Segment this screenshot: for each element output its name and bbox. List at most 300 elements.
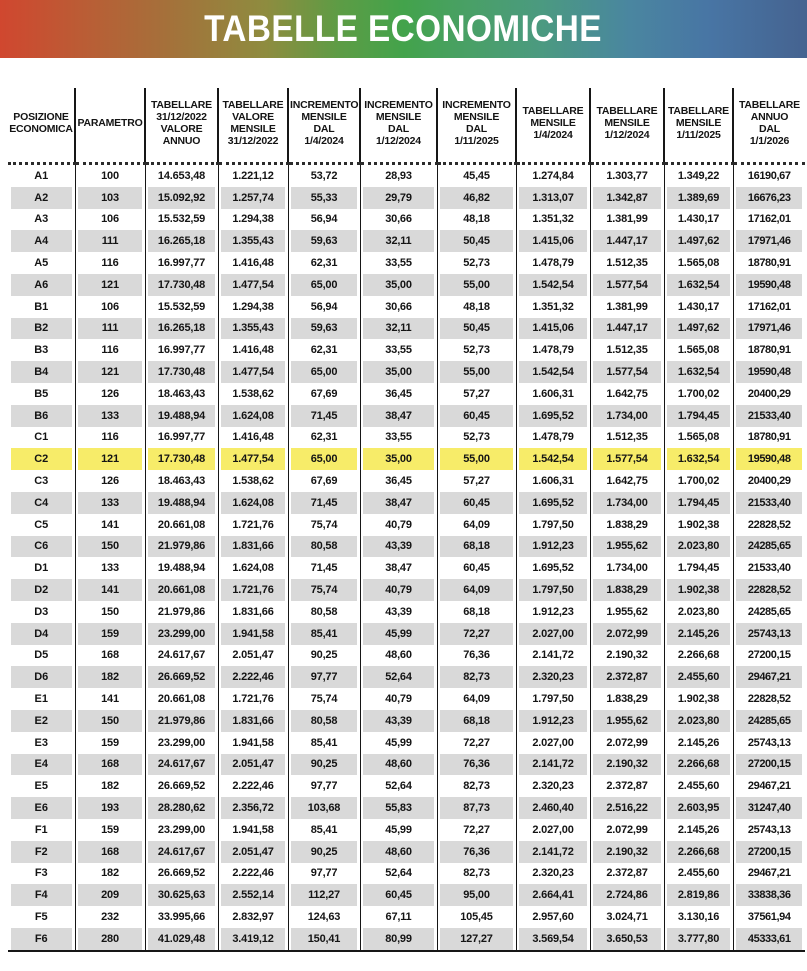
cell-E2-col4: 1.831,66 (218, 710, 288, 732)
cell-A1-col5: 53,72 (288, 164, 360, 187)
cell-B1-col2: 106 (75, 296, 145, 318)
table-row-B6 (8, 405, 805, 427)
cell-B6-col10: 1.794,45 (664, 405, 733, 427)
cell-A1-col2: 100 (75, 164, 145, 187)
cell-C5-col8: 1.797,50 (516, 514, 590, 536)
cell-F6-col6: 80,99 (360, 928, 437, 951)
cell-A2-col3: 15.092,92 (145, 187, 218, 209)
cell-D6-col10: 2.455,60 (664, 666, 733, 688)
cell-C2-col9: 1.577,54 (590, 448, 664, 470)
cell-A5-col4: 1.416,48 (218, 252, 288, 274)
cell-posizione-D6: D6 (8, 666, 75, 688)
cell-posizione-F4: F4 (8, 884, 75, 906)
cell-B5-col6: 36,45 (360, 383, 437, 405)
cell-posizione-B6: B6 (8, 405, 75, 427)
cell-E5-col11: 29467,21 (733, 775, 805, 797)
cell-B3-col6: 33,55 (360, 339, 437, 361)
table-row-C3 (8, 470, 805, 492)
cell-A4-col3: 16.265,18 (145, 230, 218, 252)
table-header (8, 88, 805, 164)
cell-C3-col6: 36,45 (360, 470, 437, 492)
cell-B1-col5: 56,94 (288, 296, 360, 318)
cell-F6-col10: 3.777,80 (664, 928, 733, 951)
cell-posizione-E6: E6 (8, 797, 75, 819)
table-row-F2 (8, 841, 805, 863)
cell-D6-col2: 182 (75, 666, 145, 688)
table-row-D4 (8, 623, 805, 645)
cell-E3-col11: 25743,13 (733, 732, 805, 754)
cell-F6-col5: 150,41 (288, 928, 360, 951)
cell-D5-col10: 2.266,68 (664, 645, 733, 667)
cell-D2-col5: 75,74 (288, 579, 360, 601)
cell-F2-col7: 76,36 (437, 841, 516, 863)
cell-F3-col10: 2.455,60 (664, 863, 733, 885)
cell-F2-col2: 168 (75, 841, 145, 863)
cell-A3-col8: 1.351,32 (516, 209, 590, 231)
cell-F1-col9: 2.072,99 (590, 819, 664, 841)
cell-F3-col9: 2.372,87 (590, 863, 664, 885)
cell-posizione-C5: C5 (34, 518, 49, 531)
cell-B5-col8: 1.606,31 (516, 383, 590, 405)
cell-A1-col8: 1.274,84 (516, 164, 590, 187)
cell-D6-col7: 82,73 (437, 666, 516, 688)
table-row-highlighted-C2 (8, 448, 805, 470)
cell-posizione-A5: A5 (34, 257, 49, 270)
cell-B3-col5: 62,31 (288, 339, 360, 361)
cell-C5-col2: 141 (75, 514, 145, 536)
column-header-tabellare-10: TABELLARE ANNUO DAL 1/1/2026 (733, 88, 805, 164)
cell-C6-col10: 2.023,80 (664, 536, 733, 558)
cell-B4-col7: 55,00 (437, 361, 516, 383)
cell-E2-col10: 2.023,80 (664, 710, 733, 732)
cell-E1-col10: 1.902,38 (664, 688, 733, 710)
table-row-C5 (8, 514, 805, 536)
cell-posizione-F2: F2 (8, 841, 75, 863)
table-row-F4 (8, 884, 805, 906)
cell-posizione-C6: C6 (8, 536, 75, 558)
cell-C6-col4: 1.831,66 (218, 536, 288, 558)
cell-E6-col9: 2.516,22 (590, 797, 664, 819)
cell-C4-col8: 1.695,52 (516, 492, 590, 514)
cell-posizione-F1: F1 (34, 823, 48, 836)
column-header-tabellare-7: TABELLARE MENSILE 1/4/2024 (516, 88, 590, 164)
cell-B6-col4: 1.624,08 (218, 405, 288, 427)
cell-F4-col8: 2.664,41 (516, 884, 590, 906)
cell-C4-col5: 71,45 (288, 492, 360, 514)
cell-D1-col7: 60,45 (437, 557, 516, 579)
cell-E6-col10: 2.603,95 (664, 797, 733, 819)
cell-C5-col3: 20.661,08 (145, 514, 218, 536)
cell-F4-col10: 2.819,86 (664, 884, 733, 906)
cell-A6-col7: 55,00 (437, 274, 516, 296)
cell-E4-col8: 2.141,72 (516, 754, 590, 776)
cell-C4-col10: 1.794,45 (664, 492, 733, 514)
table-row-D5 (8, 645, 805, 667)
cell-C4-col11: 21533,40 (733, 492, 805, 514)
cell-E5-col4: 2.222,46 (218, 775, 288, 797)
cell-F1-col6: 45,99 (360, 819, 437, 841)
cell-B6-col2: 133 (75, 405, 145, 427)
cell-B3-col9: 1.512,35 (590, 339, 664, 361)
cell-A1-col3: 14.653,48 (145, 164, 218, 187)
cell-F4-col7: 95,00 (437, 884, 516, 906)
cell-D2-col6: 40,79 (360, 579, 437, 601)
cell-C3-col7: 57,27 (437, 470, 516, 492)
cell-A2-col9: 1.342,87 (590, 187, 664, 209)
cell-F3-col11: 29467,21 (733, 863, 805, 885)
cell-D1-col6: 38,47 (360, 557, 437, 579)
cell-E1-col5: 75,74 (288, 688, 360, 710)
cell-posizione-D4: D4 (8, 623, 75, 645)
cell-A5-col6: 33,55 (360, 252, 437, 274)
cell-C2-col2: 121 (75, 448, 145, 470)
cell-D2-col7: 64,09 (437, 579, 516, 601)
cell-C3-col4: 1.538,62 (218, 470, 288, 492)
cell-A6-col11: 19590,48 (733, 274, 805, 296)
cell-D1-col8: 1.695,52 (516, 557, 590, 579)
cell-A4-col2: 111 (75, 230, 145, 252)
cell-posizione-A1: A1 (34, 169, 49, 182)
cell-B6-col3: 19.488,94 (145, 405, 218, 427)
cell-D1-col4: 1.624,08 (218, 557, 288, 579)
cell-D6-col11: 29467,21 (733, 666, 805, 688)
cell-B2-col6: 32,11 (360, 318, 437, 340)
cell-E5-col2: 182 (75, 775, 145, 797)
cell-B4-col2: 121 (75, 361, 145, 383)
cell-D2-col10: 1.902,38 (664, 579, 733, 601)
cell-F5-col11: 37561,94 (733, 906, 805, 928)
cell-E2-col6: 43,39 (360, 710, 437, 732)
cell-C5-col10: 1.902,38 (664, 514, 733, 536)
cell-A3-col6: 30,66 (360, 209, 437, 231)
cell-F4-col6: 60,45 (360, 884, 437, 906)
cell-B5-col10: 1.700,02 (664, 383, 733, 405)
cell-F4-col2: 209 (75, 884, 145, 906)
cell-B6-col6: 38,47 (360, 405, 437, 427)
cell-D4-col2: 159 (75, 623, 145, 645)
cell-F5-col5: 124,63 (288, 906, 360, 928)
cell-B4-col11: 19590,48 (733, 361, 805, 383)
cell-E6-col11: 31247,40 (733, 797, 805, 819)
cell-A4-col6: 32,11 (360, 230, 437, 252)
column-header-tabellare-2: TABELLARE 31/12/2022 VALORE ANNUO (145, 88, 218, 164)
cell-B6-col8: 1.695,52 (516, 405, 590, 427)
cell-F5-col9: 3.024,71 (590, 906, 664, 928)
cell-D4-col5: 85,41 (288, 623, 360, 645)
cell-E5-col7: 82,73 (437, 775, 516, 797)
cell-F5-col7: 105,45 (437, 906, 516, 928)
cell-posizione-A2: A2 (8, 187, 75, 209)
cell-B1-col11: 17162,01 (733, 296, 805, 318)
cell-D5-col9: 2.190,32 (590, 645, 664, 667)
cell-B4-col10: 1.632,54 (664, 361, 733, 383)
cell-F4-col5: 112,27 (288, 884, 360, 906)
cell-D5-col5: 90,25 (288, 645, 360, 667)
cell-D3-col8: 1.912,23 (516, 601, 590, 623)
cell-A6-col5: 65,00 (288, 274, 360, 296)
cell-B5-col11: 20400,29 (733, 383, 805, 405)
cell-C4-col6: 38,47 (360, 492, 437, 514)
cell-E3-col4: 1.941,58 (218, 732, 288, 754)
cell-A2-col8: 1.313,07 (516, 187, 590, 209)
cell-B1-col4: 1.294,38 (218, 296, 288, 318)
cell-D1-col11: 21533,40 (733, 557, 805, 579)
cell-B4-col9: 1.577,54 (590, 361, 664, 383)
cell-A5-col2: 116 (75, 252, 145, 274)
cell-F1-col5: 85,41 (288, 819, 360, 841)
cell-E5-col5: 97,77 (288, 775, 360, 797)
cell-B5-col7: 57,27 (437, 383, 516, 405)
cell-E5-col3: 26.669,52 (145, 775, 218, 797)
cell-E6-col5: 103,68 (288, 797, 360, 819)
cell-B1-col10: 1.430,17 (664, 296, 733, 318)
cell-B4-col4: 1.477,54 (218, 361, 288, 383)
cell-E2-col7: 68,18 (437, 710, 516, 732)
cell-E1-col8: 1.797,50 (516, 688, 590, 710)
cell-D5-col11: 27200,15 (733, 645, 805, 667)
cell-A5-col7: 52,73 (437, 252, 516, 274)
cell-F2-col8: 2.141,72 (516, 841, 590, 863)
title-banner (0, 0, 807, 58)
cell-E2-col2: 150 (75, 710, 145, 732)
cell-D2-col9: 1.838,29 (590, 579, 664, 601)
cell-F1-col4: 1.941,58 (218, 819, 288, 841)
cell-B6-col7: 60,45 (437, 405, 516, 427)
cell-A2-col2: 103 (75, 187, 145, 209)
cell-D4-col6: 45,99 (360, 623, 437, 645)
cell-B4-col5: 65,00 (288, 361, 360, 383)
cell-E4-col11: 27200,15 (733, 754, 805, 776)
cell-A2-col7: 46,82 (437, 187, 516, 209)
column-header-incremento-6: INCREMENTO MENSILE DAL 1/11/2025 (437, 88, 516, 164)
cell-E4-col9: 2.190,32 (590, 754, 664, 776)
cell-D4-col10: 2.145,26 (664, 623, 733, 645)
cell-posizione-E1: E1 (34, 693, 48, 706)
cell-A6-col3: 17.730,48 (145, 274, 218, 296)
cell-A1-col7: 45,45 (437, 164, 516, 187)
cell-B4-col6: 35,00 (360, 361, 437, 383)
cell-B2-col4: 1.355,43 (218, 318, 288, 340)
cell-E4-col4: 2.051,47 (218, 754, 288, 776)
cell-C5-col9: 1.838,29 (590, 514, 664, 536)
cell-C5-col5: 75,74 (288, 514, 360, 536)
cell-D3-col5: 80,58 (288, 601, 360, 623)
table-row-F3 (8, 863, 805, 885)
cell-C4-col9: 1.734,00 (590, 492, 664, 514)
cell-posizione-C2: C2 (8, 448, 75, 470)
cell-B2-col10: 1.497,62 (664, 318, 733, 340)
column-header-tabellare-9: TABELLARE MENSILE 1/11/2025 (664, 88, 733, 164)
cell-B3-col10: 1.565,08 (664, 339, 733, 361)
cell-D5-col8: 2.141,72 (516, 645, 590, 667)
table-row-E1 (8, 688, 805, 710)
cell-A3-col5: 56,94 (288, 209, 360, 231)
cell-D5-col3: 24.617,67 (145, 645, 218, 667)
cell-E2-col9: 1.955,62 (590, 710, 664, 732)
table-row-C6 (8, 536, 805, 558)
cell-A3-col10: 1.430,17 (664, 209, 733, 231)
table-row-F1 (8, 819, 805, 841)
cell-D5-col6: 48,60 (360, 645, 437, 667)
cell-posizione-C4: C4 (8, 492, 75, 514)
table-row-A1 (8, 164, 805, 187)
cell-posizione-E3: E3 (34, 736, 48, 749)
cell-F2-col4: 2.051,47 (218, 841, 288, 863)
cell-D1-col2: 133 (75, 557, 145, 579)
cell-D3-col9: 1.955,62 (590, 601, 664, 623)
cell-D1-col5: 71,45 (288, 557, 360, 579)
cell-C2-col10: 1.632,54 (664, 448, 733, 470)
table-row-C4 (8, 492, 805, 514)
cell-F3-col6: 52,64 (360, 863, 437, 885)
cell-C3-col10: 1.700,02 (664, 470, 733, 492)
column-header-incremento-4: INCREMENTO MENSILE DAL 1/4/2024 (288, 88, 360, 164)
cell-F2-col6: 48,60 (360, 841, 437, 863)
cell-posizione-D3: D3 (34, 605, 49, 618)
cell-B4-col8: 1.542,54 (516, 361, 590, 383)
cell-posizione-E2: E2 (8, 710, 75, 732)
cell-D5-col7: 76,36 (437, 645, 516, 667)
cell-C6-col11: 24285,65 (733, 536, 805, 558)
cell-C1-col4: 1.416,48 (218, 427, 288, 449)
cell-F6-col8: 3.569,54 (516, 928, 590, 951)
cell-D2-col3: 20.661,08 (145, 579, 218, 601)
cell-D2-col11: 22828,52 (733, 579, 805, 601)
cell-E4-col10: 2.266,68 (664, 754, 733, 776)
cell-posizione-E4: E4 (8, 754, 75, 776)
cell-D1-col10: 1.794,45 (664, 557, 733, 579)
table-row-C1 (8, 427, 805, 449)
cell-posizione-B4: B4 (8, 361, 75, 383)
cell-posizione-C1: C1 (34, 431, 49, 444)
table-row-D3 (8, 601, 805, 623)
cell-D4-col9: 2.072,99 (590, 623, 664, 645)
table-row-E6 (8, 797, 805, 819)
cell-E1-col6: 40,79 (360, 688, 437, 710)
cell-B5-col4: 1.538,62 (218, 383, 288, 405)
table-row-B5 (8, 383, 805, 405)
cell-posizione-A3: A3 (34, 213, 49, 226)
cell-F5-col3: 33.995,66 (145, 906, 218, 928)
cell-C3-col5: 67,69 (288, 470, 360, 492)
cell-A2-col6: 29,79 (360, 187, 437, 209)
cell-C1-col8: 1.478,79 (516, 427, 590, 449)
cell-F1-col11: 25743,13 (733, 819, 805, 841)
cell-A5-col5: 62,31 (288, 252, 360, 274)
cell-B2-col7: 50,45 (437, 318, 516, 340)
table-row-F5 (8, 906, 805, 928)
cell-F3-col2: 182 (75, 863, 145, 885)
cell-A1-col4: 1.221,12 (218, 164, 288, 187)
cell-posizione-A6: A6 (8, 274, 75, 296)
cell-B2-col9: 1.447,17 (590, 318, 664, 340)
cell-A4-col8: 1.415,06 (516, 230, 590, 252)
cell-B3-col11: 18780,91 (733, 339, 805, 361)
cell-A3-col4: 1.294,38 (218, 209, 288, 231)
cell-F4-col9: 2.724,86 (590, 884, 664, 906)
cell-C5-col11: 22828,52 (733, 514, 805, 536)
column-header-incremento-5: INCREMENTO MENSILE DAL 1/12/2024 (360, 88, 437, 164)
cell-D3-col10: 2.023,80 (664, 601, 733, 623)
cell-A6-col10: 1.632,54 (664, 274, 733, 296)
cell-B5-col5: 67,69 (288, 383, 360, 405)
cell-E5-col8: 2.320,23 (516, 775, 590, 797)
cell-C6-col5: 80,58 (288, 536, 360, 558)
cell-E5-col9: 2.372,87 (590, 775, 664, 797)
cell-A6-col9: 1.577,54 (590, 274, 664, 296)
cell-C1-col11: 18780,91 (733, 427, 805, 449)
cell-C4-col7: 60,45 (437, 492, 516, 514)
cell-C3-col11: 20400,29 (733, 470, 805, 492)
cell-E4-col3: 24.617,67 (145, 754, 218, 776)
cell-F1-col2: 159 (75, 819, 145, 841)
cell-D2-col8: 1.797,50 (516, 579, 590, 601)
cell-F4-col11: 33838,36 (733, 884, 805, 906)
cell-C4-col3: 19.488,94 (145, 492, 218, 514)
cell-F2-col5: 90,25 (288, 841, 360, 863)
cell-D6-col5: 97,77 (288, 666, 360, 688)
cell-C2-col7: 55,00 (437, 448, 516, 470)
cell-B2-col3: 16.265,18 (145, 318, 218, 340)
cell-D3-col6: 43,39 (360, 601, 437, 623)
cell-A6-col4: 1.477,54 (218, 274, 288, 296)
cell-F6-col4: 3.419,12 (218, 928, 288, 951)
cell-B2-col8: 1.415,06 (516, 318, 590, 340)
cell-C5-col7: 64,09 (437, 514, 516, 536)
cell-B6-col11: 21533,40 (733, 405, 805, 427)
cell-F3-col8: 2.320,23 (516, 863, 590, 885)
cell-E2-col8: 1.912,23 (516, 710, 590, 732)
cell-F5-col8: 2.957,60 (516, 906, 590, 928)
cell-E3-col5: 85,41 (288, 732, 360, 754)
column-header-tabellare-8: TABELLARE MENSILE 1/12/2024 (590, 88, 664, 164)
table-row-E4 (8, 754, 805, 776)
cell-D3-col2: 150 (75, 601, 145, 623)
cell-B3-col3: 16.997,77 (145, 339, 218, 361)
cell-C6-col7: 68,18 (437, 536, 516, 558)
cell-E6-col8: 2.460,40 (516, 797, 590, 819)
cell-A3-col7: 48,18 (437, 209, 516, 231)
table-row-B4 (8, 361, 805, 383)
cell-E5-col6: 52,64 (360, 775, 437, 797)
cell-A5-col9: 1.512,35 (590, 252, 664, 274)
cell-D1-col9: 1.734,00 (590, 557, 664, 579)
cell-posizione-B5: B5 (34, 387, 49, 400)
cell-C2-col6: 35,00 (360, 448, 437, 470)
table-row-B3 (8, 339, 805, 361)
cell-A6-col6: 35,00 (360, 274, 437, 296)
cell-posizione-D2: D2 (8, 579, 75, 601)
cell-C1-col6: 33,55 (360, 427, 437, 449)
cell-posizione-F6: F6 (8, 928, 75, 951)
cell-C5-col4: 1.721,76 (218, 514, 288, 536)
cell-A1-col10: 1.349,22 (664, 164, 733, 187)
cell-posizione-D1: D1 (34, 562, 49, 575)
cell-D2-col2: 141 (75, 579, 145, 601)
cell-C3-col9: 1.642,75 (590, 470, 664, 492)
cell-C2-col4: 1.477,54 (218, 448, 288, 470)
cell-A4-col7: 50,45 (437, 230, 516, 252)
cell-F4-col4: 2.552,14 (218, 884, 288, 906)
cell-A6-col2: 121 (75, 274, 145, 296)
cell-E4-col2: 168 (75, 754, 145, 776)
cell-posizione-B1: B1 (34, 300, 49, 313)
cell-B1-col8: 1.351,32 (516, 296, 590, 318)
table-row-A2 (8, 187, 805, 209)
cell-E2-col5: 80,58 (288, 710, 360, 732)
cell-F3-col3: 26.669,52 (145, 863, 218, 885)
cell-E6-col3: 28.280,62 (145, 797, 218, 819)
